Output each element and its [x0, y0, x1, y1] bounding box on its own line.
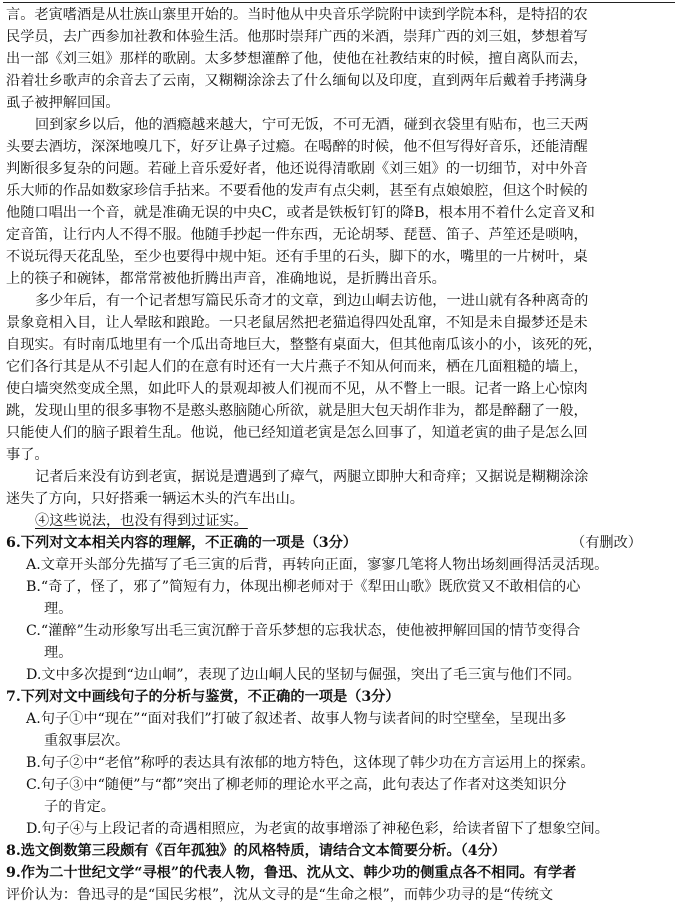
question-9 [6, 862, 670, 906]
text-line: 景象竟相入目，让人晕眩和踉跄。一只老鼠居然把老猫追得四处乱窜，不知是未自撮梦还是未 [6, 315, 588, 331]
text-line: 它们各行其是从不引起人们的在意有时还有一大片燕子不知从何而来，栖在几面粗糙的墙上， [6, 359, 588, 375]
paragraph-4 [6, 466, 670, 510]
text-line: 自现实。有时南瓜地里有一个瓜出奇地巨大，整整有桌面大，但其他南瓜该小的小，该死的死， [6, 337, 602, 353]
text-line: 回到家乡以后，他的酒瘾越来越大，宁可无饭，不可无酒，碰到衣袋里有贴布，也三天两 [35, 117, 589, 133]
question-8: 8.选文倒数第三段颇有《百年孤独》的风格特质，请结合文本简要分析。（4分） [6, 843, 506, 859]
option-d: D.句子④与上段记者的奇遇相照应，为老寅的故事增添了神秘色彩，给读者留下了想象空间。 [26, 821, 609, 837]
questions [6, 532, 670, 906]
option-b: B.“奇了，怪了，邪了”简短有力，体现出柳老师对于《犁田山歌》既欣赏又不敢相信的心 [26, 579, 581, 595]
paragraph-3 [6, 290, 670, 466]
question-7 [6, 686, 670, 840]
question-6 [6, 532, 670, 686]
text-line: 沿着壮乡歌声的余音去了云南，又糊糊涂涂去了什么缅甸以及印度，直到两年后戴着手拷满身 [6, 73, 588, 89]
text-line: 判断很多复杂的问题。若碰上音乐爱好者，他还说得清歌剧《刘三姐》的一切细节，对中外音 [6, 161, 588, 177]
text-line: 使白墙突然变成全黑，如此吓人的景观却被人们视而不见，从不瞥上一眼。记者一路上心惊肉 [6, 381, 588, 397]
text-line: 只能使人们的脑子跟着生乱。他说，他已经知道老寅是怎么回事了，知道老寅的曲子是怎么回 [6, 425, 588, 441]
text-line: 乐大师的作品如数家珍信手拈来。不要看他的发声有点尖刺，甚至有点娘娘腔，但这个时候的 [6, 183, 588, 199]
option-c: C.“灌醉”生动形象写出毛三寅沉醉于音乐梦想的忘我状态，使他被押解回国的情节变得合 [26, 623, 581, 639]
option-c-continued: 理。 [44, 645, 73, 661]
paragraph-1 [6, 4, 670, 114]
underlined-sentence-4: ④这些说法，也没有得到过证实。 [35, 513, 248, 529]
option-b-continued: 理。 [44, 601, 73, 617]
text-line: 言。老寅嗜酒是从壮族山寨里开始的。当时他从中央音乐学院附中读到学院本科，是特招的农 [6, 7, 588, 23]
option-a: A.文章开头部分先描写了毛三寅的后背，再转向正面，寥寥几笔将人物出场刻画得活灵活现。 [26, 557, 609, 573]
option-d: D.文中多次提到“边山峒”，表现了边山峒人民的坚韧与倔强，突出了毛三寅与他们不同。 [26, 667, 581, 683]
text-line: 评价认为：鲁迅寻的是“国民劣根”，沈从文寻的是“生命之根”，而韩少功寻的是“传统文 [6, 887, 554, 903]
text-line: 出一部《刘三姐》那样的歌剧。太多梦想灌醉了他，使他在社教结束的时候，擅自离队而去， [6, 51, 588, 67]
top-rule [3, 2, 675, 3]
option-c: C.句子③中“随便”与“都”突出了柳老师的理论水平之高，此句表达了作者对这类知识分 [26, 777, 567, 793]
option-c-continued: 子的肯定。 [44, 799, 115, 815]
text-line: 事了。 [6, 447, 49, 463]
text-line: 定音笛，让行内人不得不服。他随手抄起一件东西，无论胡琴、琵琶、笛子、芦笙还是唢呐， [6, 227, 588, 243]
text-line: 民学员，去广西参加社教和体验生活。他那时崇拜广西的米酒，崇拜广西的刘三姐，梦想着写 [6, 29, 588, 45]
paragraph-5 [6, 510, 670, 532]
question-stem: 6.下列对文本相关内容的理解，不正确的一项是（3分） [6, 535, 357, 551]
text-line: 记者后来没有访到老寅，据说是遭遇到了瘴气，两腿立即肿大和奇痒；又据说是糊糊涂涂 [35, 469, 589, 485]
passage [6, 4, 670, 554]
option-b: B.句子②中“老倌”称呼的表达具有浓郁的地方特色，这体现了韩少功在方言运用上的探索。 [26, 755, 595, 771]
text-line: 上的筷子和碗钵，都常常被他折腾出声音，准确地说，是折腾出音乐。 [6, 271, 446, 287]
text-line: 虱子被押解回国。 [6, 95, 120, 111]
option-a-continued: 重叙事层次。 [44, 733, 130, 749]
text-line: 迷失了方向，只好搭乘一辆运木头的汽车出山。 [6, 491, 304, 507]
text-line: 跳，发现山里的很多事物不是憨头憨脑随心所欲，就是胆大包天胡作非为，都是醉翻了一般， [6, 403, 588, 419]
text-line: 他随口唱出一个音，就是准确无误的中央C，或者是铁板钉钉的降B，根本用不着什么定音叉和 [6, 205, 595, 221]
question-stem: 7.下列对文中画线句子的分析与鉴赏，不正确的一项是（3分） [6, 689, 400, 705]
text-line: 头要去酒坊，深深地嗅几下，好歹让鼻子过瘾。在喝醉的时候，他不但写得好音乐，还能清醒 [6, 139, 588, 155]
text-line: 不说玩得天花乱坠，至少也要得中规中矩。还有手里的石头，脚下的水，嘴里的一片树叶，桌 [6, 249, 588, 265]
text-line: 多少年后，有一个记者想写篇民乐奇才的文章，到边山峒去访他，一进山就有各种离奇的 [35, 293, 589, 309]
paragraph-2 [6, 114, 670, 290]
source-note: （有删改） [571, 535, 642, 551]
option-a: A.句子①中“现在”“面对我们”打破了叙述者、故事人物与读者间的时空壁垒，呈现出多 [26, 711, 567, 727]
question-stem: 9.作为二十世纪文学“寻根”的代表人物，鲁迅、沈从文、韩少功的侧重点各不相同。有学者 [6, 865, 577, 881]
